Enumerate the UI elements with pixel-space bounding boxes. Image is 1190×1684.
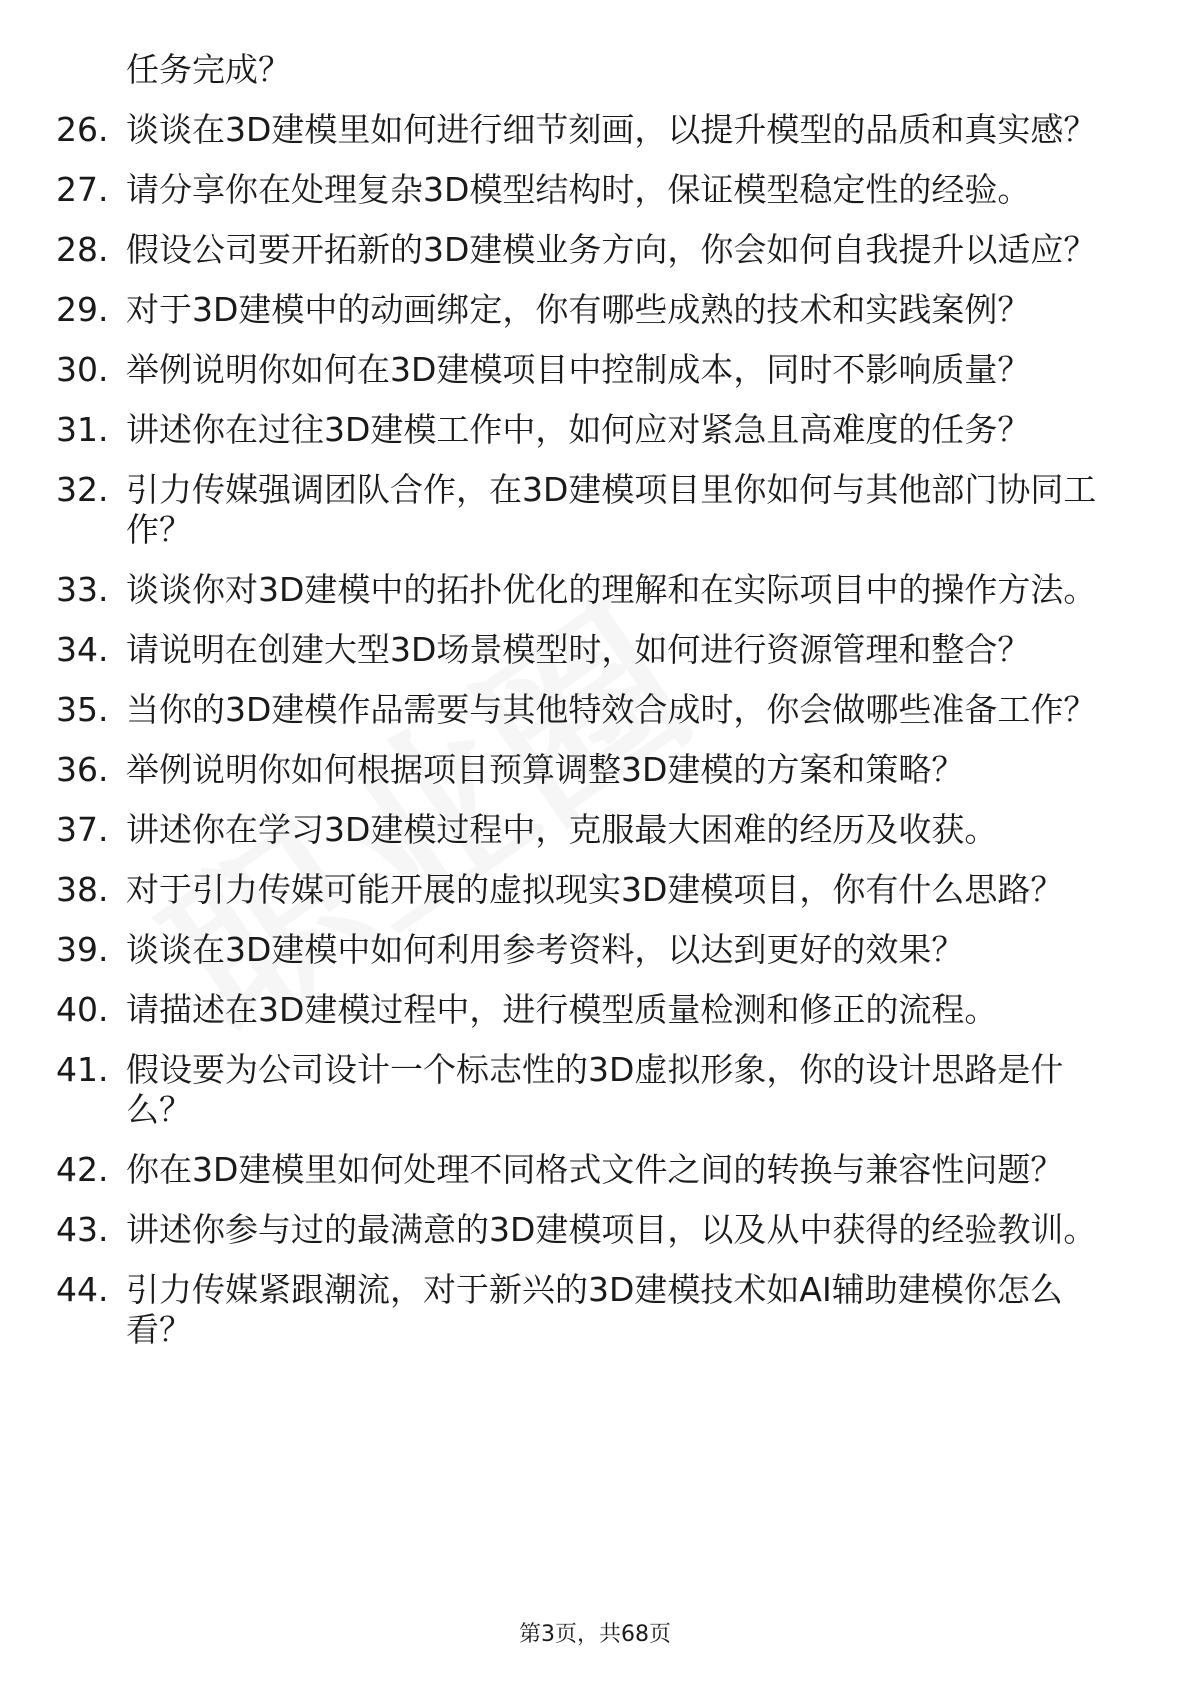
question-text: 引力传媒紧跟潮流，对于新兴的3D建模技术如AI辅助建模你怎么看？ <box>126 1270 1063 1349</box>
question-text: 请分享你在处理复杂3D模型结构时，保证模型稳定性的经验。 <box>126 170 1031 209</box>
question-text: 你在3D建模里如何处理不同格式文件之间的转换与兼容性问题？ <box>126 1150 1064 1189</box>
question-item <box>0 230 1190 270</box>
question-item <box>0 1050 1190 1130</box>
question-item <box>0 750 1190 790</box>
question-text: 讲述你在过往3D建模工作中，如何应对紧急且高难度的任务？ <box>126 410 1031 449</box>
question-item <box>0 570 1190 610</box>
question-text: 假设公司要开拓新的3D建模业务方向，你会如何自我提升以适应？ <box>126 230 1097 269</box>
page-footer: 第3页，共68页 <box>519 1622 671 1647</box>
question-text: 举例说明你如何在3D建模项目中控制成本，同时不影响质量？ <box>126 350 1031 389</box>
question-item <box>0 110 1190 150</box>
question-item <box>0 990 1190 1030</box>
question-item <box>0 410 1190 450</box>
question-number: 41. <box>56 1050 109 1089</box>
question-text: 对于引力传媒可能开展的虚拟现实3D建模项目，你有什么思路？ <box>126 870 1064 909</box>
question-item <box>0 350 1190 390</box>
question-item <box>0 1210 1190 1250</box>
question-number: 30. <box>56 350 109 389</box>
question-text: 当你的3D建模作品需要与其他特效合成时，你会做哪些准备工作？ <box>126 690 1097 729</box>
question-number: 38. <box>56 870 109 909</box>
question-item <box>0 870 1190 910</box>
question-text: 举例说明你如何根据项目预算调整3D建模的方案和策略？ <box>126 750 965 789</box>
question-number: 42. <box>56 1150 109 1189</box>
question-number: 34. <box>56 630 109 669</box>
question-number: 44. <box>56 1270 109 1309</box>
question-number: 33. <box>56 570 109 609</box>
question-item <box>0 810 1190 850</box>
question-number: 28. <box>56 230 109 269</box>
question-number: 37. <box>56 810 109 849</box>
continuation-text: 任务完成？ <box>126 50 291 89</box>
question-number: 31. <box>56 410 109 449</box>
question-item <box>0 630 1190 670</box>
question-text: 讲述你在学习3D建模过程中，克服最大困难的经历及收获。 <box>126 810 998 849</box>
question-number: 26. <box>56 110 109 149</box>
question-number: 35. <box>56 690 109 729</box>
question-text: 谈谈在3D建模中如何利用参考资料，以达到更好的效果？ <box>126 930 965 969</box>
question-text: 讲述你参与过的最满意的3D建模项目，以及从中获得的经验教训。 <box>126 1210 1097 1249</box>
question-text: 谈谈在3D建模里如何进行细节刻画，以提升模型的品质和真实感？ <box>126 110 1097 149</box>
question-number: 29. <box>56 290 109 329</box>
question-item <box>0 1270 1190 1350</box>
question-list <box>0 110 1190 1370</box>
question-item <box>0 170 1190 210</box>
question-number: 32. <box>56 470 109 509</box>
question-text: 引力传媒强调团队合作，在3D建模项目里你如何与其他部门协同工作？ <box>126 470 1097 549</box>
question-number: 40. <box>56 990 109 1029</box>
question-text: 假设要为公司设计一个标志性的3D虚拟形象，你的设计思路是什么？ <box>126 1050 1064 1129</box>
question-text: 对于3D建模中的动画绑定，你有哪些成熟的技术和实践案例？ <box>126 290 1031 329</box>
question-item <box>0 930 1190 970</box>
question-number: 43. <box>56 1210 109 1249</box>
question-number: 27. <box>56 170 109 209</box>
question-item <box>0 470 1190 550</box>
question-item <box>0 690 1190 730</box>
question-text: 谈谈你对3D建模中的拓扑优化的理解和在实际项目中的操作方法。 <box>126 570 1097 609</box>
question-number: 39. <box>56 930 109 969</box>
question-number: 36. <box>56 750 109 789</box>
question-text: 请说明在创建大型3D场景模型时，如何进行资源管理和整合？ <box>126 630 1031 669</box>
question-item <box>0 1150 1190 1190</box>
question-text: 请描述在3D建模过程中，进行模型质量检测和修正的流程。 <box>126 990 998 1029</box>
question-item <box>0 290 1190 330</box>
